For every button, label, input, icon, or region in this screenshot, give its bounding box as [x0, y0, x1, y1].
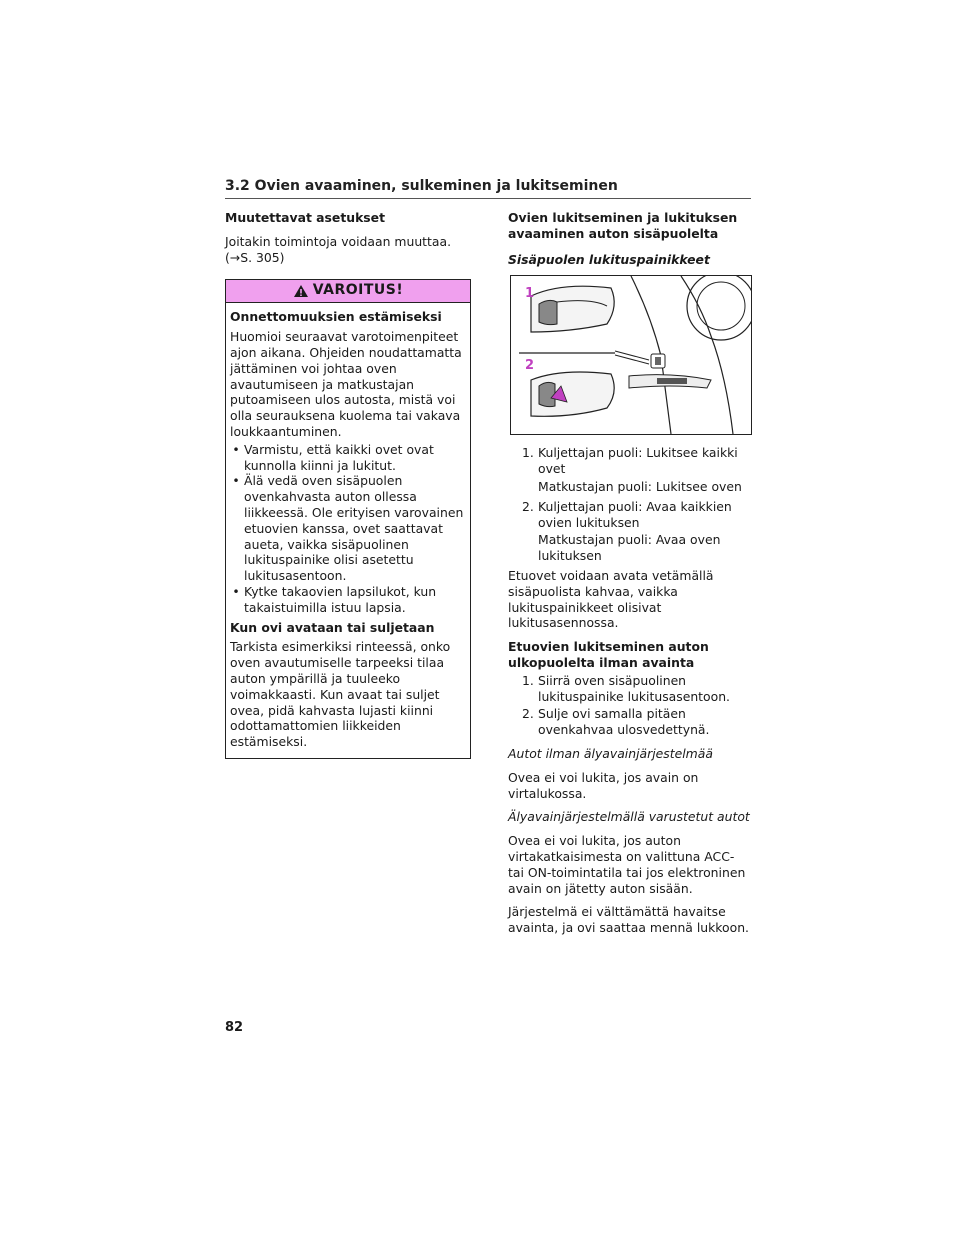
warning-paragraph-1: Huomioi seuraavat varotoimenpiteet ajon aikana. Ohjeiden noudattamatta jättäminen voi johtaa oven avautumiseen ja matkustajan putoamiseen ulos autosta, mistä voi olla seurauksena kuolema tai vakava loukkaantuminen.	[230, 329, 462, 439]
paragraph-detection: Järjestelmä ei välttämättä havaitse avainta, ja ovi saattaa mennä lukkoon.	[508, 904, 749, 936]
step-subtext: Matkustajan puoli: Avaa oven lukituksen	[538, 532, 721, 564]
step-item	[522, 499, 752, 531]
italic-heading-smart-key: Älyavainjärjestelmällä varustetut autot	[508, 809, 750, 825]
step-item	[522, 706, 752, 738]
warning-subheading-2: Kun ovi avataan tai suljetaan	[230, 619, 435, 635]
bullet-item	[230, 442, 466, 474]
step-text: Siirrä oven sisäpuolinen lukituspainike lukitusasentoon.	[538, 672, 730, 704]
step-item	[522, 445, 752, 477]
right-column	[508, 210, 752, 944]
page-number: 82	[225, 1020, 244, 1035]
bullet-dot: •	[232, 441, 240, 457]
left-column	[225, 210, 471, 759]
figure-label-1: 1	[525, 286, 535, 302]
heading-settings: Muutettavat asetukset	[225, 210, 386, 225]
page-reference-link[interactable]: (→S. 305)	[225, 249, 285, 265]
step-text: Kuljettajan puoli: Lukitsee kaikki ovet	[538, 445, 738, 477]
warning-box	[225, 279, 471, 759]
heading-outside-locking: Etuovien lukitseminen auton ulkopuolelta ilman avainta	[508, 639, 709, 670]
heading-inside-locking: Ovien lukitseminen ja lukituksen avaaminen auton sisäpuolelta	[508, 210, 738, 241]
bullet-item	[230, 473, 466, 584]
paragraph-smart-key: Ovea ei voi lukita, jos auton virtakatkaisimesta on valittuna ACC- tai ON-toimintatila tai jos elektroninen avain on jätetty auton sisään.	[508, 833, 746, 896]
paragraph-front-doors: Etuovet voidaan avata vetämällä sisäpuolista kahvaa, vaikka lukituspainikkeet olisivat lukitusasennossa.	[508, 567, 714, 631]
subheading-lock-buttons: Sisäpuolen lukituspainikkeet	[508, 251, 710, 267]
door-lock-illustration	[511, 276, 751, 434]
warning-subheading-1: Onnettomuuksien estämiseksi	[230, 309, 442, 325]
bullet-text: Kytke takaovien lapsilukot, kun takaistuimilla istuu lapsia.	[244, 583, 437, 615]
bullet-item	[230, 584, 466, 616]
intro-text	[225, 234, 471, 266]
paragraph-no-smart-key: Ovea ei voi lukita, jos avain on virtalukossa.	[508, 769, 699, 801]
step-text: Kuljettajan puoli: Avaa kaikkien ovien lukituksen	[538, 498, 732, 530]
intro-line1: Joitakin toimintoja voidaan muuttaa.	[225, 233, 452, 249]
step-number: 1.	[522, 672, 534, 688]
bullet-text: Älä vedä oven sisäpuolen ovenkahvasta auton ollessa liikkeessä. Ole erityisen varovainen etuovien kanssa, ovet saattavat aueta, vaikka sisäpuolinen lukituspainike olisi asetettu lukitusasentoon.	[244, 473, 464, 584]
bullet-dot: •	[232, 583, 240, 599]
warning-title: VAROITUS!	[312, 282, 404, 299]
italic-heading-no-smart-key: Autot ilman älyavainjärjestelmää	[508, 745, 713, 761]
figure-label-2: 2	[525, 358, 535, 374]
section-title: 3.2 Ovien avaaminen, sulkeminen ja lukitseminen	[225, 178, 751, 199]
step-number: 1.	[522, 445, 534, 461]
step-number: 2.	[522, 706, 534, 722]
bullet-text: Varmistu, että kaikki ovet ovat kunnolla kiinni ja lukitut.	[244, 441, 434, 473]
step-subtext: Matkustajan puoli: Lukitsee oven	[538, 478, 742, 494]
warning-triangle-icon	[293, 284, 309, 298]
warning-paragraph-2: Tarkista esimerkiksi rinteessä, onko oven avautumiselle tarpeeksi tilaa auton ympärillä ja tuuleeko voimakkaasti. Kun avaat tai suljet ovea, pidä kahvasta lujasti kiinni odottamattomien liikkeiden estämiseksi.	[230, 639, 451, 750]
step-number: 2.	[522, 498, 534, 514]
bullet-dot: •	[232, 473, 240, 489]
warning-body	[226, 303, 470, 750]
step-text: Sulje ovi samalla pitäen ovenkahvaa ulosvedettynä.	[538, 706, 710, 738]
step-item	[522, 673, 752, 705]
warning-header	[226, 280, 470, 303]
lock-button-figure	[510, 275, 752, 435]
